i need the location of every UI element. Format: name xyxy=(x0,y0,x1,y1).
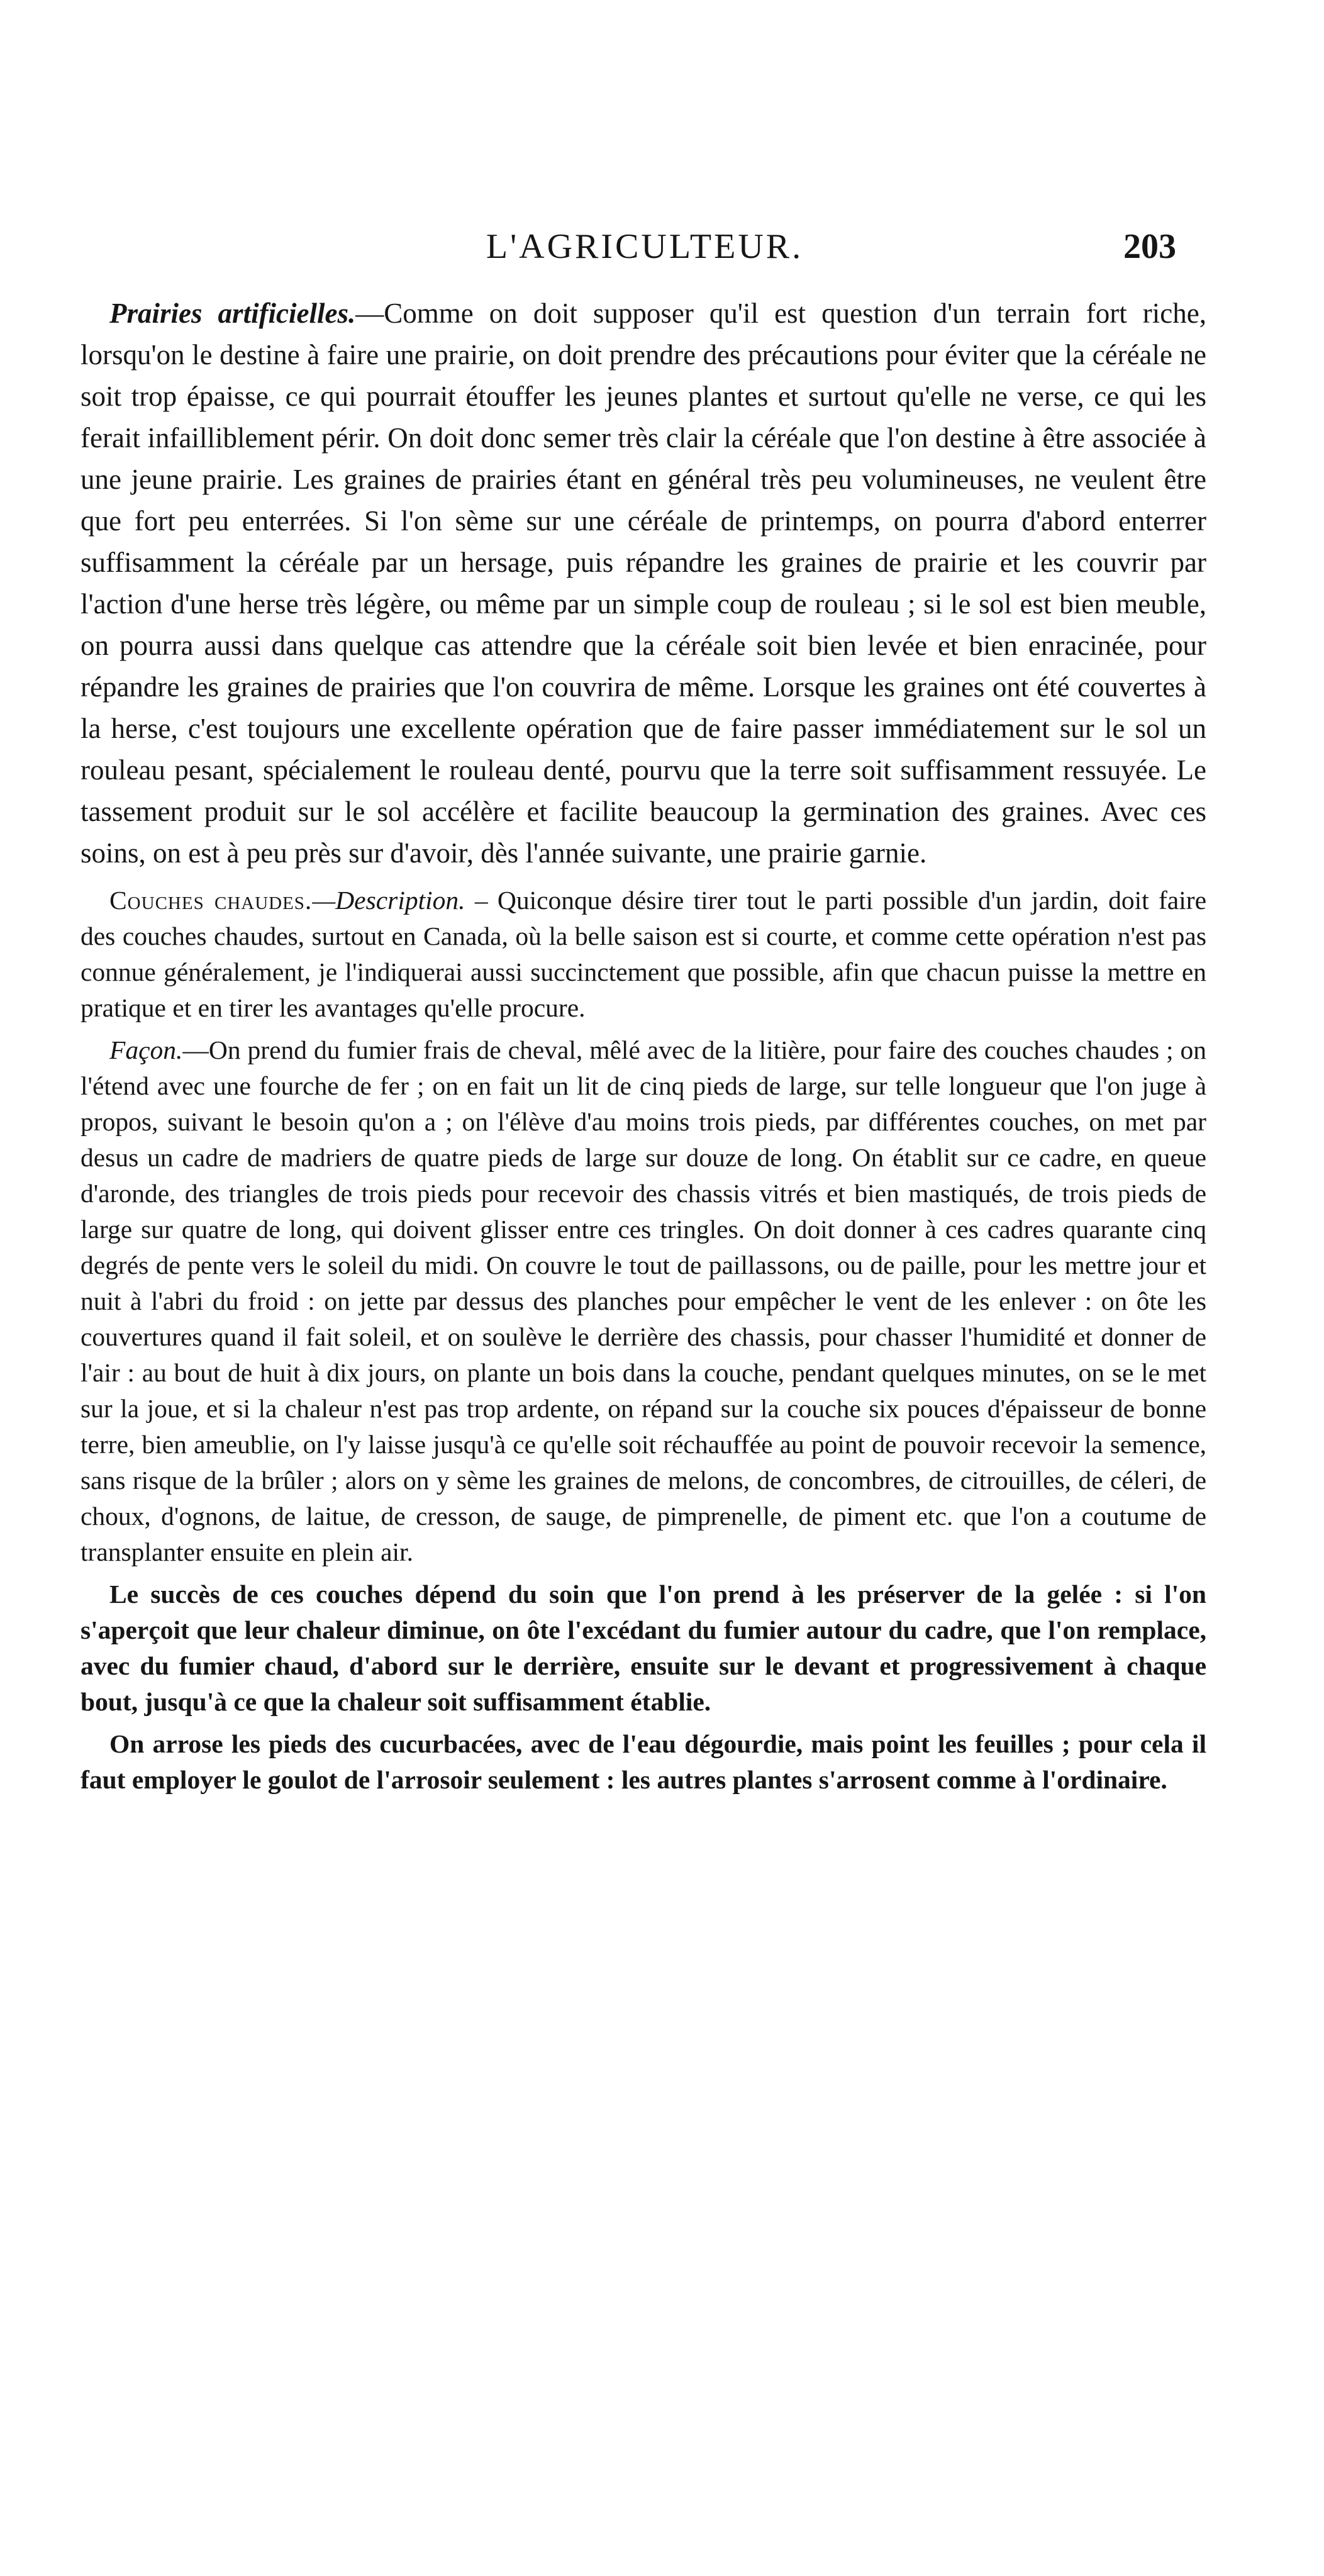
paragraph-couches-chaudes xyxy=(81,883,1206,1026)
paragraph-text: – Quiconque désire tirer tout le parti possible d'un jardin, doit faire des couches chaudes, surtout en Canada, où la belle saison est si courte, et comme cette opération n'est pas connue généralement, je l'indiquerai aussi succinctement que possible, afin que chacun puisse la mettre en pratique et en tirer les avantages qu'elle procure. xyxy=(81,886,1207,1022)
paragraph-prairies-artificielles xyxy=(81,293,1206,874)
running-title: L'AGRICULTEUR. xyxy=(486,227,804,266)
paragraph-heading: Couches chaudes. xyxy=(109,886,313,915)
page-body xyxy=(81,293,1206,1804)
paragraph-text: —Comme on doit supposer qu'il est question d'un terrain fort riche, lorsqu'on le destine à faire une prairie, on doit prendre des précautions pour éviter que la céréale ne soit trop épaisse, ce qui pourrait étouffer les jeunes plantes et surtout qu'elle ne verse, ce qui les ferait infailliblement périr. On doit donc semer très clair la céréale que l'on destine à être associée à une jeune prairie. Les graines de prairies étant en général très peu volumineuses, ne veulent être que fort peu enterrées. Si l'on sème sur une céréale de printemps, on pourra d'abord enterrer suffisamment la céréale par un hersage, puis répandre les graines de prairie et les couvrir par l'action d'une herse très légère, ou même par un simple coup de rouleau ; si le sol est bien meuble, on pourra aussi dans quelque cas attendre que la céréale soit bien levée et bien enracinée, pour répandre les graines de prairies que l'on couvrira de même. Lorsque les graines ont été couvertes à la herse, c'est toujours une excellente opération que de faire passer immédiatement sur le sol un rouleau pesant, spécialement le rouleau denté, pourvu que la terre soit suffisamment ressuyée. Le tassement produit sur le sol accélère et facilite beaucoup la germination des graines. Avec ces soins, on est à peu près sur d'avoir, dès l'année suivante, une prairie garnie. xyxy=(81,298,1206,869)
paragraph-subheading: —Description. xyxy=(312,886,465,915)
paragraph-succes xyxy=(81,1576,1206,1720)
paragraph-text: —On prend du fumier frais de cheval, mêlé avec de la litière, pour faire des couches chaudes ; on l'étend avec une fourche de fer ; on en fait un lit de cinq pieds de large, sur telle longueur que l'on juge à propos, suivant le besoin qu'on a ; on l'élève d'au moins trois pieds, par différentes couches, on met par desus un cadre de madriers de quatre pieds de large sur douze de long. On établit sur ce cadre, en queue d'aronde, des triangles de trois pieds pour recevoir des chassis vitrés et bien mastiqués, de trois pieds de large sur quatre de long, qui doivent glisser entre ces tringles. On doit donner à ces cadres quarante cinq degrés de pente vers le soleil du midi. On couvre le tout de paillassons, ou de paille, pour les mettre jour et nuit à l'abri du froid : on jette par dessus des planches pour empêcher le vent de les enlever : on ôte les couvertures quand il fait soleil, et on soulève le derrière des chassis, pour chasser l'humidité et donner de l'air : au bout de huit à dix jours, on plante un bois dans la couche, pendant quelques minutes, on se le met sur la joue, et si la chaleur n'est pas trop ardente, on répand sur la couche six pouces d'épaisseur de bonne terre, bien ameublie, on l'y laisse jusqu'à ce qu'elle soit réchauffée au point de pouvoir recevoir la semence, sans risque de la brûler ; alors on y sème les graines de melons, de concombres, de citrouilles, de céleri, de choux, d'ognons, de laitue, de cresson, de sauge, de pimprenelle, de piment etc. que l'on a coutume de transplanter ensuite en plein air. xyxy=(81,1035,1206,1566)
page-header xyxy=(113,226,1176,270)
paragraph-heading: Façon. xyxy=(109,1035,183,1064)
paragraph-heading: Prairies artificielles. xyxy=(109,298,356,329)
paragraph-text: On arrose les pieds des cucurbacées, avec de l'eau dégourdie, mais point les feuilles ; pour cela il faut employer le goulot de l'arrosoir seulement : les autres plantes s'arrosent comme à l'ordinaire. xyxy=(81,1729,1206,1794)
paragraph-facon xyxy=(81,1032,1206,1570)
page-number: 203 xyxy=(1123,227,1176,266)
paragraph-text: Le succès de ces couches dépend du soin que l'on prend à les préserver de la gelée : si l'on s'aperçoit que leur chaleur diminue, on ôte l'excédant du fumier autour du cadre, que l'on remplace, avec du fumier chaud, d'abord sur le derrière, ensuite sur le devant et progressivement à chaque bout, jusqu'à ce que la chaleur soit suffisamment établie. xyxy=(81,1580,1206,1716)
paragraph-arrosage xyxy=(81,1726,1206,1798)
